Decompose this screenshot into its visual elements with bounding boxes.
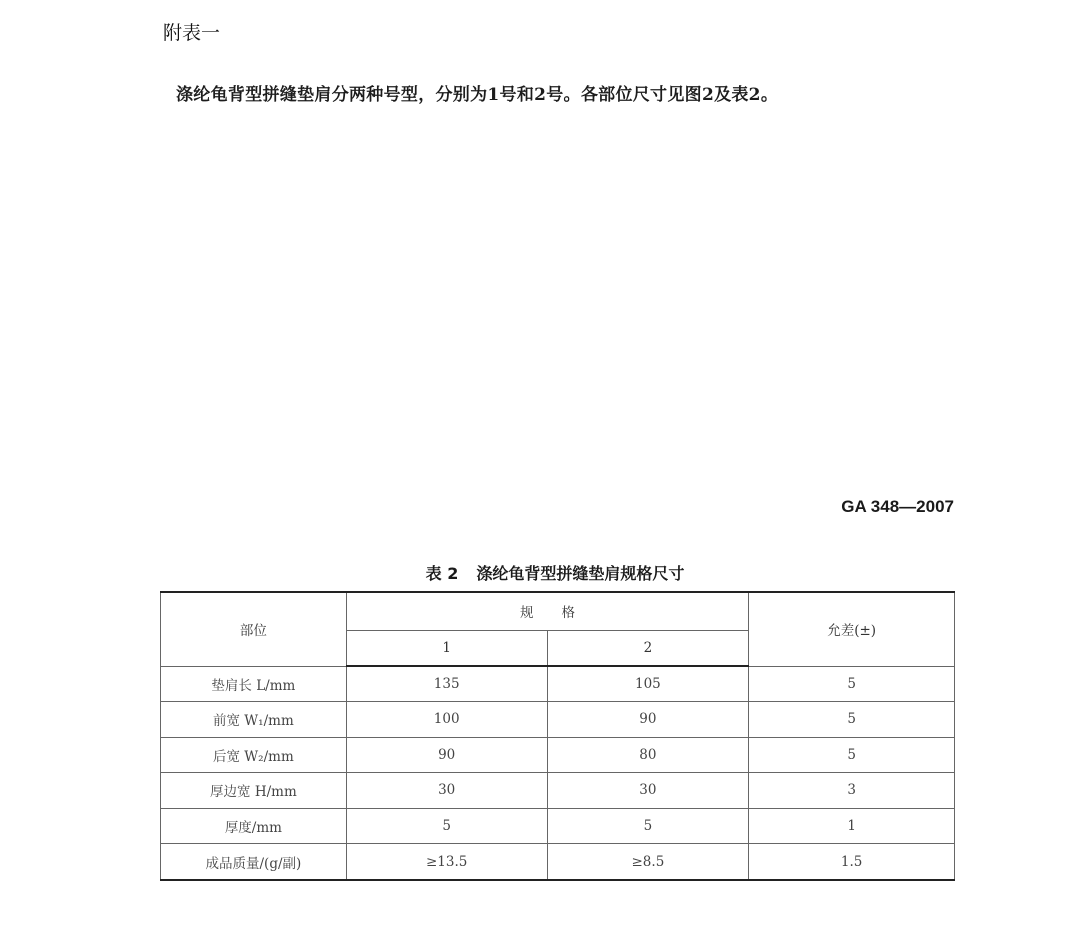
header-size-2: 2	[547, 630, 749, 666]
row-size-2: 30	[547, 773, 749, 809]
row-tolerance: 5	[749, 666, 955, 702]
table-row	[161, 737, 955, 773]
standard-code: GA 348—2007	[841, 497, 954, 516]
intro-paragraph: 涤纶龟背型拼缝垫肩分两种号型，分别为1号和2号。各部位尺寸见图2及表2。	[176, 85, 779, 105]
row-tolerance: 1	[749, 808, 955, 844]
spec-table	[160, 591, 955, 881]
row-tolerance: 1.5	[749, 844, 955, 880]
row-part: 厚边宽 H/mm	[161, 773, 347, 809]
table-caption-text: 涤纶龟背型拼缝垫肩规格尺寸	[476, 564, 685, 583]
row-size-2: 5	[547, 808, 749, 844]
table-row	[161, 844, 955, 880]
table-row	[161, 808, 955, 844]
row-part: 垫肩长 L/mm	[161, 666, 347, 702]
table-row	[161, 773, 955, 809]
row-size-1: 135	[346, 666, 547, 702]
row-tolerance: 5	[749, 702, 955, 738]
row-size-1: ≥13.5	[346, 844, 547, 880]
header-size-1: 1	[346, 630, 547, 666]
table-row	[161, 702, 955, 738]
row-tolerance: 5	[749, 737, 955, 773]
table-caption-number: 表 2	[425, 564, 459, 583]
row-part: 厚度/mm	[161, 808, 347, 844]
annex-title: 附表一	[163, 22, 221, 44]
header-spec	[346, 592, 748, 630]
row-size-1: 30	[346, 773, 547, 809]
row-size-2: 80	[547, 737, 749, 773]
row-size-2: 105	[547, 666, 749, 702]
row-size-1: 100	[346, 702, 547, 738]
row-part: 成品质量/(g/副)	[161, 844, 347, 880]
row-part: 前宽 W₁/mm	[161, 702, 347, 738]
header-spec-label: 规格	[520, 605, 604, 622]
header-part: 部位	[161, 592, 347, 666]
row-size-1: 5	[346, 808, 547, 844]
row-size-1: 90	[346, 737, 547, 773]
row-size-2: 90	[547, 702, 749, 738]
header-tolerance: 允差(±)	[749, 592, 955, 666]
row-tolerance: 3	[749, 773, 955, 809]
table-row	[161, 666, 955, 702]
row-part: 后宽 W₂/mm	[161, 737, 347, 773]
table-caption	[0, 561, 1080, 584]
row-size-2: ≥8.5	[547, 844, 749, 880]
